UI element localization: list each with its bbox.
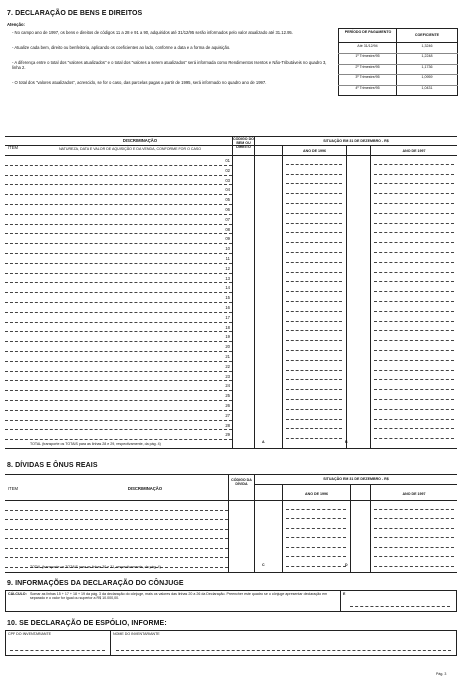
section10-title: 10. SE DECLARAÇÃO DE ESPÓLIO, INFORME:: [7, 620, 167, 627]
calc-label: CÁLCULO:: [8, 592, 27, 596]
coef-value: 1,2248: [421, 54, 433, 59]
row-code: 03: [225, 177, 230, 183]
page-number: Pág. 3: [436, 672, 447, 676]
discriminacao-subheader: NATUREZA, DATA E VALOR DE AQUISIÇÃO E DA VENDA, CONFORME FOR O CASO: [58, 147, 202, 151]
total-b-label: B: [345, 440, 348, 444]
cpf-inventariante-label: CPF DO INVENTARIANTE: [8, 632, 52, 636]
coef-header-period: PERÍODO DE PAGAMENTO: [344, 30, 392, 34]
s8-codigo-header: CÓDIGO DA DÍVIDA: [231, 478, 252, 487]
row-code: 02: [225, 167, 230, 173]
coef-period: 1º Trimestre/95: [355, 54, 380, 59]
total-d-label: D: [345, 563, 348, 567]
row-code: 23: [225, 373, 230, 379]
row-code: 20: [225, 344, 230, 350]
codigo-header: CÓDIGO DO BEM OU DIREITO: [233, 137, 254, 150]
row-code: 16: [225, 305, 230, 310]
coef-header-coef: COEFICIENTE: [414, 33, 440, 37]
total-a-label: A: [262, 440, 265, 444]
row-code: 15: [225, 295, 230, 301]
row-code: 06: [225, 207, 230, 212]
attention-label: Atenção:: [7, 22, 25, 27]
row-code: 10: [225, 246, 230, 252]
section9-title: 9. INFORMAÇÕES DA DECLARAÇÃO DO CÔNJUGE: [7, 580, 184, 587]
row-code: 21: [225, 354, 230, 359]
row-code: 04: [225, 187, 230, 193]
discriminacao-header: DISCRIMINAÇÃO: [122, 138, 158, 143]
row-code: 29: [225, 432, 230, 438]
row-code: 24: [225, 383, 230, 389]
row-code: 09: [225, 236, 230, 242]
coef-value: 1,3246: [421, 44, 433, 48]
row-code: 05: [225, 197, 230, 203]
s8-item-header: ITEM: [8, 486, 19, 491]
s8-discriminacao-header: DISCRIMINAÇÃO: [127, 486, 163, 491]
bullet-4: - O total dos "valores atualizados", acrescido, se for o caso, das parcelas pagas a partir de 1995, será informado no quadro ano de 1997.: [12, 80, 267, 85]
section8-title: 8. DÍVIDAS E ÔNUS REAIS: [7, 462, 98, 469]
row-code: 17: [225, 314, 230, 320]
coef-period: Até 31/12/94: [357, 44, 378, 48]
s8-ano1996-header: ANO DE 1996: [305, 492, 328, 496]
row-code: 12: [225, 265, 230, 271]
total-c-label: C: [262, 563, 265, 567]
row-code: 13: [225, 275, 230, 281]
row-code: 27: [225, 412, 230, 418]
nome-inventariante-label: NOME DO INVENTARIANTE: [113, 632, 160, 636]
row-code: 11: [225, 256, 230, 261]
row-code: 01: [225, 158, 230, 163]
coef-period: 2º Trimestre/95: [355, 64, 380, 69]
s8-situacao-header: SITUAÇÃO EM 31 DE DEZEMBRO - R$: [323, 477, 389, 481]
item-header: ITEM: [8, 145, 19, 150]
situacao-header: SITUAÇÃO EM 31 DE DEZEMBRO - R$: [323, 139, 389, 143]
coef-period: 3º Trimestre/95: [355, 75, 380, 80]
section7-title: 7. DECLARAÇÃO DE BENS E DIREITOS: [7, 10, 143, 17]
row-code: 26: [225, 403, 230, 408]
row-code: 25: [225, 393, 230, 399]
calc-text: Somar as linhas 15 + 17 + 18 + 19 da pág. 3 da declaração do cônjuge, mais os valores das linhas 20 a 26 da Declaração. Preencher este quadro se o cônjuge apresentar declaração em separado e o valor for igual ou superior a R$ 10.000,00.: [30, 592, 328, 601]
espolio-box: [5, 630, 457, 656]
coef-value: 1,1736: [421, 64, 433, 69]
bullet-2: - Atualize cada bem, direito ou benfeitoria, aplicando os coeficientes ao lado, conforme a data e a forma de aquisição.: [12, 45, 231, 50]
coef-value: 1,0431: [421, 85, 433, 90]
bullet-1: - No campo ano de 1997, os bens e direitos de códigos 11 a 28 e 91 a 90, adquiridos até 31/12/95 serão informados pelo valor atualizado até 31.12.95.: [12, 30, 293, 35]
row-code: 18: [225, 324, 230, 330]
row-code: 28: [225, 422, 230, 428]
row-code: 19: [225, 334, 230, 340]
coef-period: 4º Trimestre/95: [355, 85, 380, 90]
row-code: 07: [225, 216, 230, 222]
table7-top: [5, 136, 457, 137]
ano1996-header: ANO DE 1996: [303, 149, 326, 153]
row-code: 08: [225, 226, 230, 232]
ano1997-header: ANO DE 1997: [402, 149, 426, 153]
row-code: 14: [225, 285, 230, 291]
row-code: 22: [225, 363, 230, 369]
s8-ano1997-header: ANO DE 1997: [402, 492, 426, 496]
coef-value: 1,0959: [421, 75, 433, 80]
bullet-3: - A diferença entre o total dos "valores atualizados" e o total dos "valores a serem atualizados" será informada como Rendimentos Isentos e Não-Tributáveis no quadro 3, linha 2.: [12, 60, 327, 70]
total7-label: TOTAL (transporte os TOTAIS para as linhas 28 e 29, respectivamente, da pág. 4): [30, 442, 161, 446]
e-label: E: [343, 592, 346, 596]
total8-label: TOTAL (transporte os TOTAIS para as linhas 30 e 31, respectivamente, da pág. 4): [30, 565, 161, 569]
